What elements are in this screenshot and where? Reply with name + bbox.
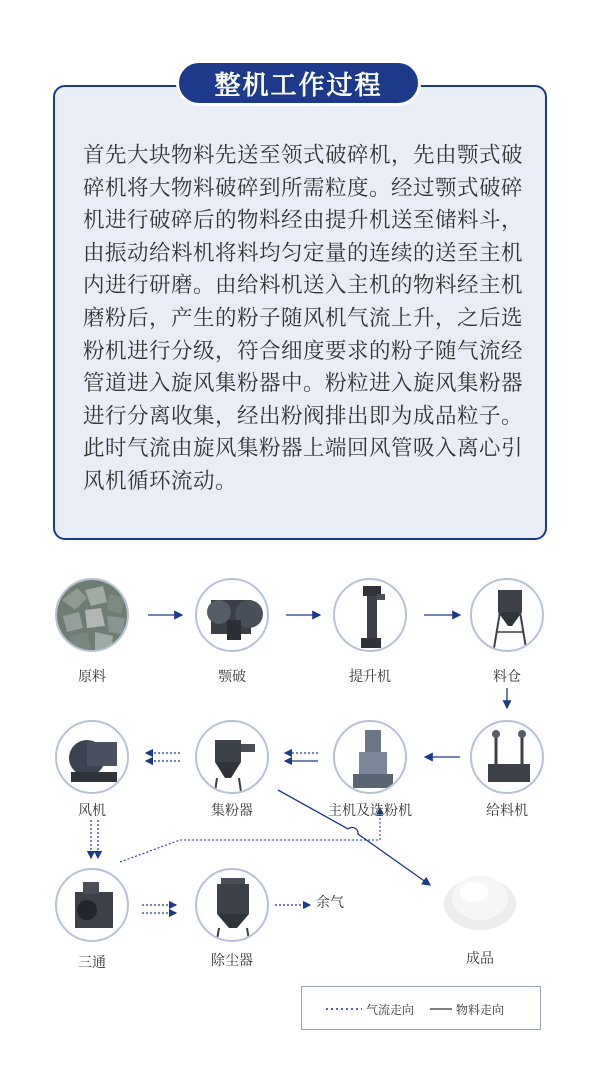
elevator-label: 提升机	[349, 669, 391, 685]
legend	[301, 986, 541, 1030]
collector-label: 集粉器	[211, 803, 253, 819]
jaw-label: 颚破	[218, 669, 246, 685]
legend-airflow-label: 气流走向	[366, 1003, 415, 1017]
product-label: 成品	[466, 951, 494, 967]
exhaust-label: 余气	[316, 895, 344, 911]
raw-node	[55, 578, 129, 652]
jaw-node	[195, 578, 269, 652]
raw-label: 原料	[78, 669, 106, 685]
silo-node	[470, 578, 544, 652]
description-text: 首先大块物料先送至领式破碎机，先由颚式破碎机将大物料破碎到所需粒度。经过颚式破碎机进行破碎后的物料经由提升机送至储料斗，由振动给料机将料均匀定量的连续的送至主机内进行研磨。由给料机送入主机的物料经主机磨粉后，产生的粉子随风机气流上升，之后选粉机进行分级，符合细度要求的粉子随气流经管道进入旋风集粉器中。粉粒进入旋风集粉器进行分离收集，经出粉阀排出即为成品粒子。此时气流由旋风集粉器上端回风管吸入离心引风机循环流动。	[83, 143, 524, 494]
silo-label: 料仓	[493, 669, 521, 685]
legend-lines	[302, 987, 542, 1031]
collector-node	[195, 720, 269, 794]
duster-label: 除尘器	[211, 953, 253, 969]
tee-label: 三通	[78, 955, 106, 971]
mill-label: 主机及选粉机	[328, 803, 412, 819]
legend-material-label: 物料走向	[456, 1003, 505, 1017]
page-title: 整机工作过程	[176, 60, 421, 106]
feeder-node	[470, 720, 544, 794]
fan-node	[55, 720, 129, 794]
fan-label: 风机	[78, 803, 106, 819]
mill-node	[333, 720, 407, 794]
elevator-node	[333, 578, 407, 652]
feeder-label: 给料机	[486, 803, 528, 819]
powder-icon	[440, 858, 520, 938]
duster-node	[195, 868, 269, 942]
tee-node	[55, 868, 129, 942]
product-node	[440, 858, 520, 938]
